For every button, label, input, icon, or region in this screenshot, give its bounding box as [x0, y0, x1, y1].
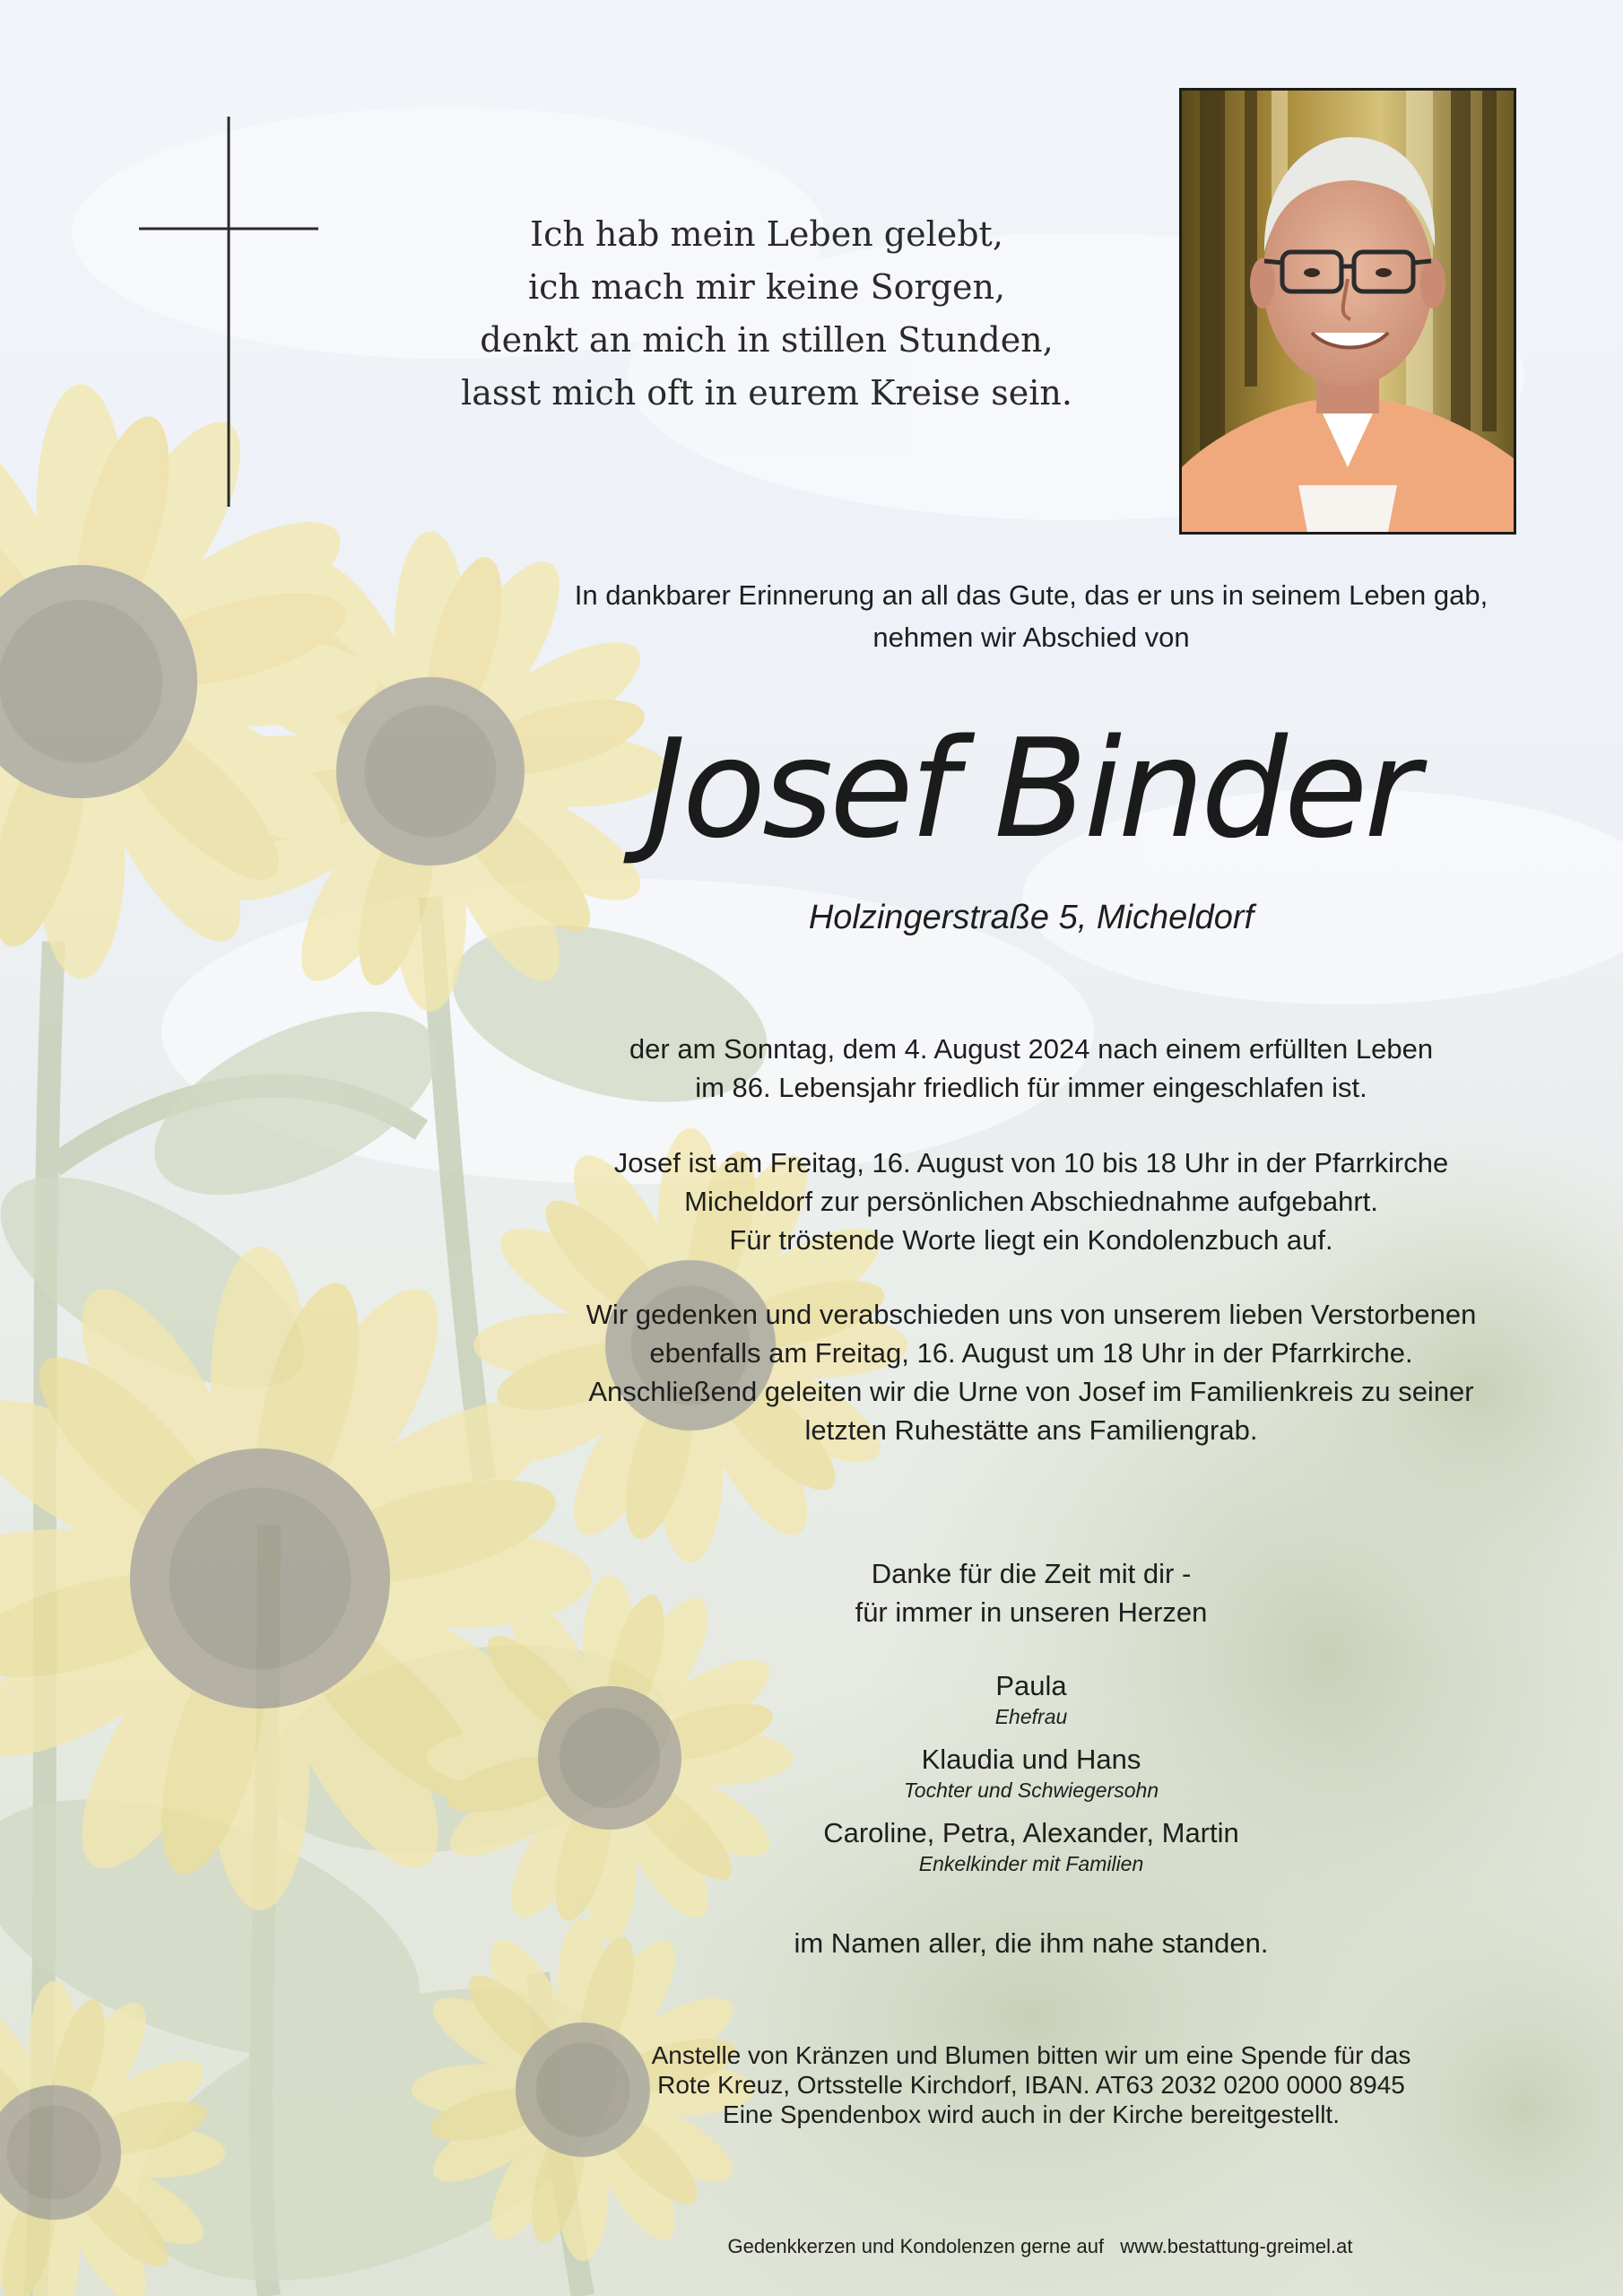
poem-line: denkt an mich in stillen Stunden,	[480, 320, 1054, 360]
intro-line: In dankbarer Erinnerung an all das Gute, das er uns in seinem Leben gab,	[574, 579, 1488, 611]
deceased-name: Josef Binder	[646, 709, 1417, 868]
intro-text	[502, 574, 1560, 658]
footer-url-link[interactable]: www.bestattung-greimel.at	[1120, 2235, 1353, 2257]
mourner-role: Ehefrau	[994, 1705, 1068, 1728]
closing-line: im Namen aller, die ihm nahe standen.	[794, 1927, 1269, 1959]
text-line: Danke für die Zeit mit dir -	[871, 1558, 1192, 1589]
thanks-text	[717, 1554, 1345, 1631]
text-line: Eine Spendenbox wird auch in der Kirche bereitgestellt.	[723, 2100, 1340, 2128]
mourner-name: Paula	[995, 1670, 1067, 1701]
text-line: Anstelle von Kränzen und Blumen bitten wir um eine Spende für das	[651, 2041, 1411, 2069]
cross-icon	[139, 117, 318, 511]
text-line: Für tröstende Worte liegt ein Kondolenzbuch auf.	[729, 1224, 1333, 1256]
footer-text: Gedenkkerzen und Kondolenzen gerne auf	[727, 2235, 1105, 2257]
donation-notice	[520, 2040, 1542, 2129]
text-line: Anschließend geleiten wir die Urne von Josef im Familienkreis zu seiner	[588, 1376, 1474, 1407]
text-line: Josef ist am Freitag, 16. August von 10 bis 18 Uhr in der Pfarrkirche	[613, 1147, 1449, 1178]
farewell-info	[520, 1295, 1542, 1449]
mourner-name: Klaudia und Hans	[921, 1744, 1141, 1775]
poem-line: lasst mich oft in eurem Kreise sein.	[461, 373, 1072, 413]
mourner-role: Enkelkinder mit Familien	[918, 1852, 1144, 1875]
poem-line: ich mach mir keine Sorgen,	[527, 267, 1006, 307]
mourner	[628, 1668, 1435, 1729]
text-line: letzten Ruhestätte ans Familiengrab.	[804, 1414, 1258, 1446]
text-line: Micheldorf zur persönlichen Abschiednahme aufgebahrt.	[684, 1186, 1378, 1217]
mourner-role: Tochter und Schwiegersohn	[903, 1779, 1159, 1802]
text-line: der am Sonntag, dem 4. August 2024 nach einem erfüllten Leben	[629, 1033, 1434, 1065]
text-line: im 86. Lebensjahr friedlich für immer eingeschlafen ist.	[695, 1072, 1367, 1103]
deceased-address: Holzingerstraße 5, Micheldorf	[808, 899, 1254, 936]
text-line: für immer in unseren Herzen	[855, 1596, 1208, 1628]
poem	[430, 208, 1103, 420]
footer	[502, 2233, 1578, 2260]
text-line: ebenfalls am Freitag, 16. August um 18 Uhr in der Pfarrkirche.	[649, 1337, 1413, 1369]
mourners-list	[628, 1668, 1435, 1889]
portrait-photo	[1179, 88, 1516, 535]
mourner	[628, 1742, 1435, 1803]
death-announcement	[520, 1030, 1542, 1107]
mourner	[628, 1815, 1435, 1876]
poem-line: Ich hab mein Leben gelebt,	[530, 214, 1003, 254]
intro-line: nehmen wir Abschied von	[872, 622, 1190, 653]
viewing-info	[520, 1144, 1542, 1259]
text-line: Wir gedenken und verabschieden uns von unserem lieben Verstorbenen	[586, 1299, 1477, 1330]
mourner-name: Caroline, Petra, Alexander, Martin	[823, 1817, 1239, 1848]
text-line: Rote Kreuz, Ortsstelle Kirchdorf, IBAN. AT63 2032 0200 0000 8945	[657, 2071, 1405, 2099]
